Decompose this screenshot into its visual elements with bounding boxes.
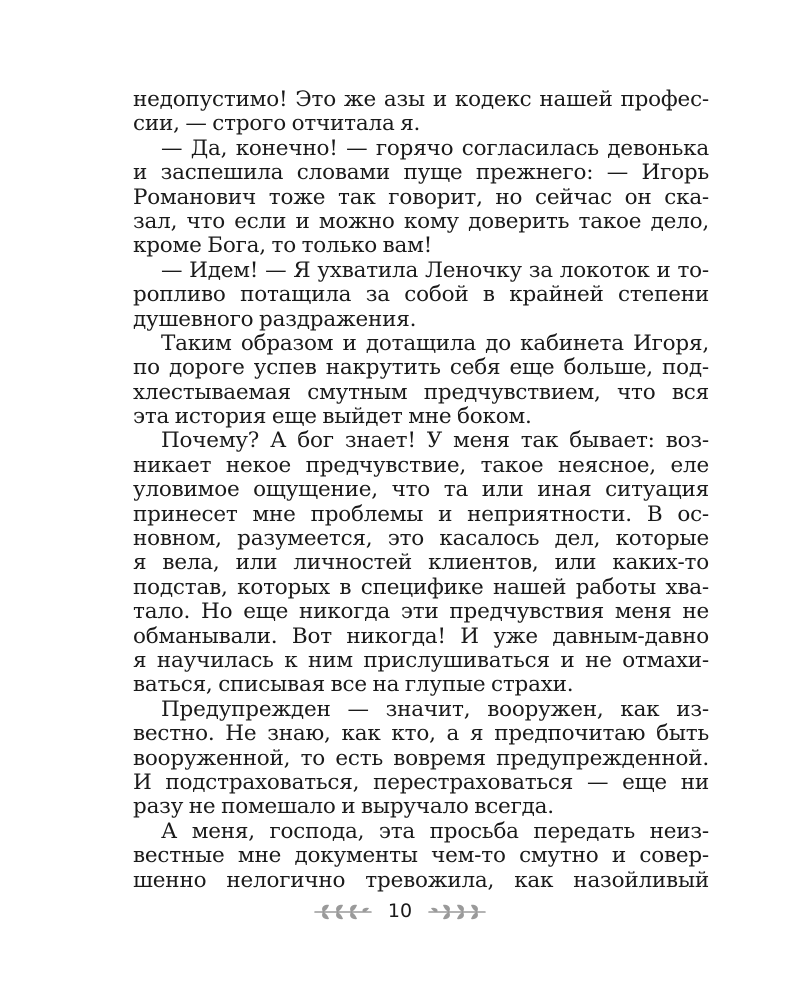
leaf-branch-icon bbox=[313, 901, 373, 921]
text-line: никает некое предчувствие, такое неясное, еле bbox=[133, 452, 709, 478]
text-line: уловимое ощущение, что та или иная ситуация bbox=[133, 477, 709, 503]
text-line: ропливо потащила за собой в крайней степени bbox=[133, 282, 709, 308]
text-line: вооруженной, то есть вовремя предупрежденной. bbox=[133, 745, 709, 771]
text-line: я вела, или личностей клиентов, или каких-то bbox=[133, 550, 709, 576]
text-line: недопустимо! Это же азы и кодекс нашей профес- bbox=[133, 87, 709, 112]
text-line: обманывали. Вот никогда! И уже давным-давно bbox=[133, 623, 709, 649]
text-line: принесет мне проблемы и неприятности. В ос- bbox=[133, 501, 709, 527]
text-line: эта история еще выйдет мне боком. bbox=[133, 404, 532, 430]
text-line: А меня, господа, эта просьба передать неиз- bbox=[161, 818, 709, 844]
page-number: 10 bbox=[387, 900, 413, 922]
text-line: ваться, списывая все на глупые страхи. bbox=[133, 672, 574, 698]
text-line: зал, что если и можно кому доверить такое дело, bbox=[133, 208, 709, 234]
text-line: хлестываемая смутным предчувствием, что вся bbox=[133, 379, 709, 405]
text-line: Таким образом и дотащила до кабинета Игоря, bbox=[161, 330, 709, 356]
text-line: И подстраховаться, перестраховаться — еще ни bbox=[133, 769, 709, 795]
text-line: по дороге успев накрутить себя еще больше, под- bbox=[133, 355, 709, 381]
text-line: Предупрежден — значит, вооружен, как из- bbox=[161, 696, 709, 722]
page-body-text bbox=[133, 88, 709, 893]
text-line: новном, разумеется, это касалось дел, которые bbox=[133, 526, 709, 552]
text-line: Романович тоже так говорит, но сейчас он ска- bbox=[133, 184, 709, 210]
text-line: я научилась к ним прислушиваться и не отмахи- bbox=[133, 647, 709, 673]
text-line: и заспешила словами пуще прежнего: — Игорь bbox=[133, 160, 709, 186]
page-footer bbox=[0, 897, 800, 925]
text-line: душевного раздражения. bbox=[133, 306, 417, 332]
leaf-branch-icon bbox=[427, 901, 487, 921]
text-line: вестные мне документы чем-то смутно и совер- bbox=[133, 843, 709, 869]
text-line: разу не помешало и выручало всегда. bbox=[133, 794, 554, 820]
text-line: Почему? А бог знает! У меня так бывает: воз- bbox=[161, 428, 709, 454]
text-line: вестно. Не знаю, как кто, а я предпочитаю быть bbox=[133, 721, 709, 747]
text-line: подстав, которых в специфике нашей работы хва- bbox=[133, 574, 709, 600]
text-line: тало. Но еще никогда эти предчувствия меня не bbox=[133, 599, 709, 625]
text-line: сии, — строго отчитала я. bbox=[133, 111, 421, 137]
text-line: — Идем! — Я ухватила Леночку за локоток и то- bbox=[161, 257, 709, 283]
text-line: кроме Бога, то только вам! bbox=[133, 233, 433, 259]
text-line: шенно нелогично тревожила, как назойливый bbox=[133, 867, 709, 893]
text-line: — Да, конечно! — горячо согласилась девонька bbox=[161, 135, 709, 161]
